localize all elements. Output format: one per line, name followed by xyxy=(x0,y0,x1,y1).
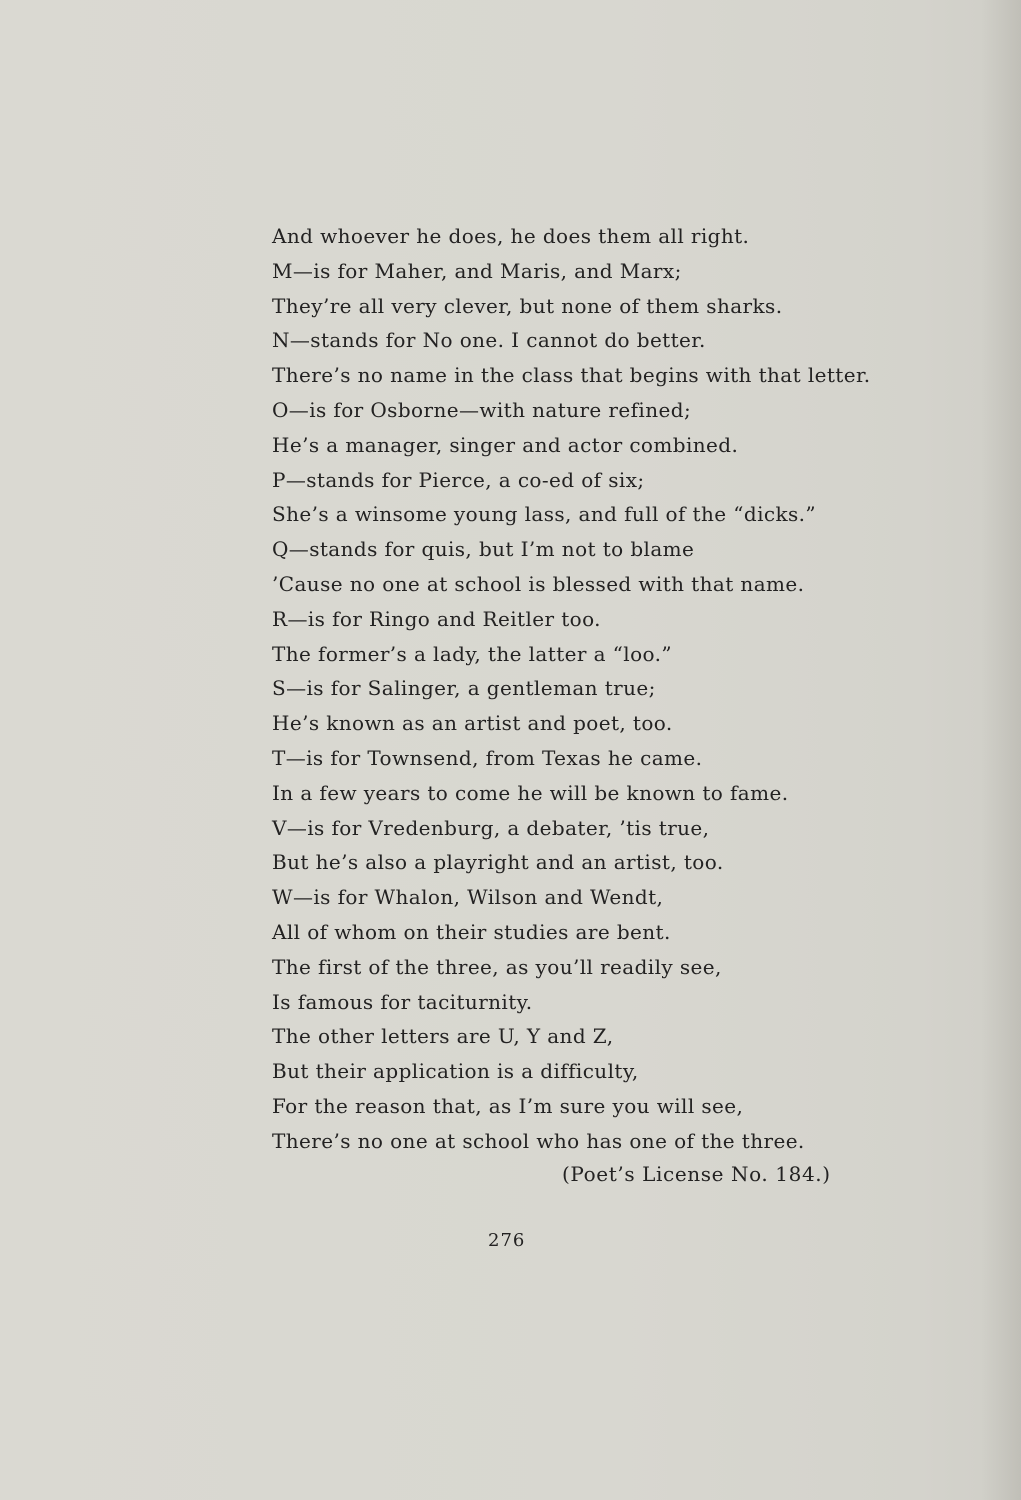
poem-line: There’s no one at school who has one of the three. xyxy=(272,1128,805,1153)
poem-line: S—is for Salinger, a gentleman true; xyxy=(272,676,656,701)
poem-line: She’s a winsome young lass, and full of the “dicks.” xyxy=(272,502,817,527)
poem-line: The first of the three, as you’ll readily see, xyxy=(272,954,722,979)
poem-line: V—is for Vredenburg, a debater, ’tis true, xyxy=(272,815,710,840)
poem-line: M—is for Maher, and Maris, and Marx; xyxy=(272,258,682,283)
poem-text xyxy=(272,219,872,1159)
poem-signature: (Poet’s License No. 184.) xyxy=(562,1162,831,1186)
poem-line: In a few years to come he will be known to fame. xyxy=(272,780,789,805)
poem-line: For the reason that, as I’m sure you will see, xyxy=(272,1093,744,1118)
poem-line: O—is for Osborne—with nature refined; xyxy=(272,397,692,422)
poem-line: Is famous for taciturnity. xyxy=(272,989,533,1014)
poem-line: The former’s a lady, the latter a “loo.” xyxy=(272,641,672,666)
poem-line: The other letters are U, Y and Z, xyxy=(272,1024,614,1049)
poem-line: N—stands for No one. I cannot do better. xyxy=(272,328,706,353)
poem-line: But he’s also a playright and an artist, too. xyxy=(272,850,724,875)
poem-line: He’s known as an artist and poet, too. xyxy=(272,711,673,736)
poem-line: ’Cause no one at school is blessed with that name. xyxy=(272,571,805,596)
poem-line: W—is for Whalon, Wilson and Wendt, xyxy=(272,885,664,910)
page-number: 276 xyxy=(488,1230,526,1251)
poem-line: There’s no name in the class that begins with that letter. xyxy=(272,363,871,388)
poem-line: But their application is a difficulty, xyxy=(272,1059,639,1084)
poem-line: And whoever he does, he does them all right. xyxy=(272,224,750,248)
poem-line: Q—stands for quis, but I’m not to blame xyxy=(272,537,695,562)
poem-line: T—is for Townsend, from Texas he came. xyxy=(272,745,703,770)
poem-line: P—stands for Pierce, a co-ed of six; xyxy=(272,467,645,492)
poem-line: All of whom on their studies are bent. xyxy=(272,919,671,944)
poem-line: R—is for Ringo and Reitler too. xyxy=(272,606,601,631)
poem-line: He’s a manager, singer and actor combined. xyxy=(272,432,739,457)
poem-line: They’re all very clever, but none of them sharks. xyxy=(272,293,783,318)
page-edge-shadow xyxy=(981,0,1021,1500)
